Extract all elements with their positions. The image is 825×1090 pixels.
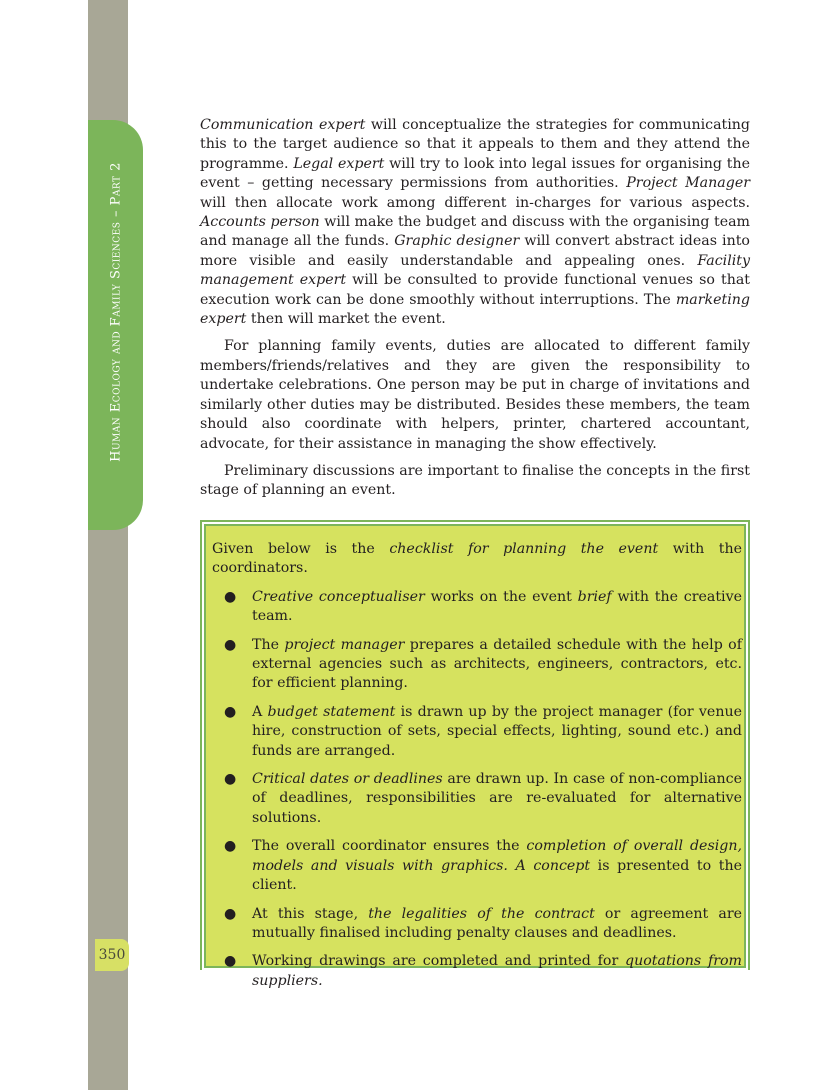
em-term: Graphic designer bbox=[394, 233, 520, 250]
text-run: will convert abstract ideas into more visible and easily understandable and appealing ones. bbox=[200, 233, 750, 269]
em-term: Critical dates or deadlines bbox=[252, 771, 443, 788]
checklist-item bbox=[212, 770, 742, 828]
checklist-item bbox=[212, 905, 742, 944]
text-run: A bbox=[252, 703, 268, 720]
checklist-box bbox=[200, 520, 750, 989]
text-run: will conceptualize the strategies for communicating this to the target audience so that it appeals to them and they attend the programme. bbox=[200, 117, 750, 172]
em-term: marketing expert bbox=[200, 291, 750, 328]
text-run: with the creative team. bbox=[252, 588, 742, 625]
text-run: The overall coordinator ensures the bbox=[252, 838, 527, 855]
em-term: budget statement bbox=[267, 703, 396, 720]
checklist-item bbox=[212, 703, 742, 761]
text-run: is drawn up by the project manager (for venue hire, construction of sets, special effects, lighting, sound etc.) and funds are arranged. bbox=[252, 703, 742, 759]
bullet-icon: ● bbox=[224, 771, 237, 788]
bullet-icon: ● bbox=[224, 636, 237, 653]
em-term: Facility management expert bbox=[200, 252, 750, 289]
text-run: works on the event bbox=[424, 588, 578, 605]
em-term: brief bbox=[577, 588, 612, 605]
text-run: At this stage, bbox=[252, 905, 369, 922]
text-run: will then allocate work among different in-charges for various aspects. bbox=[200, 194, 750, 211]
bullet-icon: ● bbox=[224, 838, 237, 855]
em-term: Creative conceptualiser bbox=[252, 588, 425, 605]
text-run: or agreement are mutually finalised including penalty clauses and deadlines. bbox=[252, 905, 742, 941]
text-run: will try to look into legal issues for organising the event – getting necessary permissions from authorities. bbox=[200, 155, 750, 192]
text-run: then will market the event. bbox=[246, 311, 446, 328]
em-term: completion of overall design, models and visuals with graphics. A concept bbox=[252, 838, 742, 874]
bullet-icon: ● bbox=[224, 905, 237, 922]
em-term: Communication expert bbox=[200, 117, 366, 133]
text-run: The bbox=[252, 636, 285, 653]
page-number: 350 bbox=[95, 939, 129, 971]
em-term: checklist for planning the event bbox=[389, 541, 659, 557]
checklist-item bbox=[212, 636, 742, 694]
em-term: Accounts person bbox=[200, 214, 320, 231]
text-run: are drawn up. In case of non-compliance of deadlines, responsibilities are re-evaluated for alternative solutions. bbox=[252, 771, 742, 826]
em-term: Project Manager bbox=[626, 175, 750, 192]
em-term: the legalities of the contract bbox=[368, 905, 595, 922]
bullet-icon: ● bbox=[224, 953, 237, 970]
text-run: prepares a detailed schedule with the help of external agencies such as architects, engineers, contractors, etc. for efficient planning. bbox=[252, 636, 742, 692]
checklist-item bbox=[212, 588, 742, 627]
text-run: Working drawings are completed and printed for bbox=[252, 953, 626, 970]
paragraph-roles bbox=[200, 116, 750, 329]
text-run: is presented to the client. bbox=[252, 857, 743, 894]
checklist-item bbox=[212, 837, 742, 895]
bullet-icon: ● bbox=[224, 703, 237, 720]
checklist bbox=[212, 588, 742, 991]
text-run: will be consulted to provide functional venues so that execution work can be done smoothly without interruptions. The bbox=[200, 272, 750, 308]
bullet-icon: ● bbox=[224, 588, 237, 605]
checklist-intro bbox=[212, 540, 742, 579]
text-run: will make the budget and discuss with the organising team and manage all the funds. bbox=[200, 214, 750, 250]
paragraph-family-events: For planning family events, duties are allocated to different family members/friends/relatives and they are given the responsibility to undertake celebrations. One person may be put in charge of invitations and similarly other duties may be distributed. Besides these members, the team should also coordinate with helpers, printer, chartered accountant, advocate, for their assistance in managing the show effectively. bbox=[200, 338, 750, 452]
paragraph-preliminary: Preliminary discussions are important to finalise the concepts in the first stage of planning an event. bbox=[200, 462, 750, 499]
em-term: Legal expert bbox=[293, 155, 385, 172]
text-run: Given below is the bbox=[212, 541, 390, 557]
main-text bbox=[200, 116, 750, 509]
checklist-item bbox=[212, 952, 742, 991]
running-head: Human Ecology and Family Sciences – Part 2 bbox=[108, 162, 124, 462]
text-run: with the coordinators. bbox=[212, 541, 742, 577]
em-term: project manager bbox=[284, 636, 405, 653]
em-term: quotations from suppliers. bbox=[252, 953, 742, 989]
